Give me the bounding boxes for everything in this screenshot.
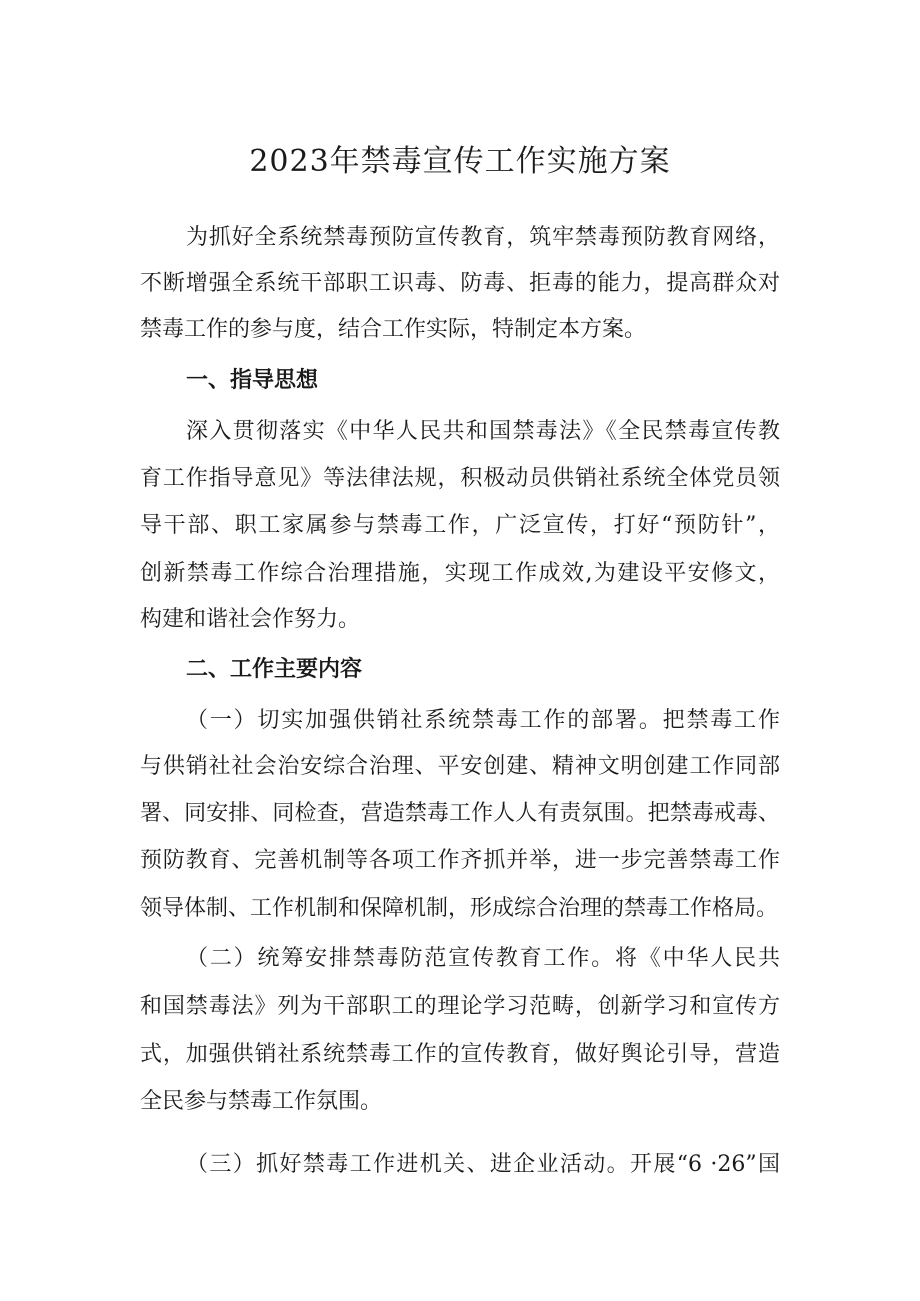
paragraph-line: （一）切实加强供销社系统禁毒工作的部署。把禁毒工作 <box>186 708 780 733</box>
document-title: 2023年禁毒宣传工作实施方案 <box>249 144 671 179</box>
paragraph-line: 署、同安排、同检查，营造禁毒工作人人有责氛围。把禁毒戒毒、 <box>140 801 780 826</box>
paragraph-line: 导干部、职工家属参与禁毒工作，广泛宣传，打好“预防针”， <box>140 513 780 538</box>
paragraph-line: 创新禁毒工作综合治理措施，实现工作成效,为建设平安修文， <box>140 561 780 586</box>
paragraph-line: 式，加强供销社系统禁毒工作的宣传教育，做好舆论引导，营造 <box>140 1042 780 1067</box>
section-heading-guiding-thought: 一、指导思想 <box>186 368 319 393</box>
paragraph-line: 与供销社社会治安综合治理、平安创建、精神文明创建工作同部 <box>140 754 780 779</box>
paragraph-line: 育工作指导意见》等法律法规，积极动员供销社系统全体党员领 <box>140 466 780 491</box>
paragraph-line: 禁毒工作的参与度，结合工作实际，特制定本方案。 <box>140 317 647 342</box>
paragraph-line: 领导体制、工作机制和保障机制，形成综合治理的禁毒工作格局。 <box>140 896 779 921</box>
paragraph-line: 不断增强全系统干部职工识毒、防毒、拒毒的能力，提高群众对 <box>140 271 780 296</box>
paragraph-line: 构建和谐社会作努力。 <box>140 607 361 632</box>
section-heading-main-content: 二、工作主要内容 <box>186 657 363 682</box>
paragraph-line: 和国禁毒法》列为干部职工的理论学习范畴，创新学习和宣传方 <box>140 994 780 1019</box>
paragraph-line: （三）抓好禁毒工作进机关、进企业活动。开展“6 ·26”国 <box>186 1152 780 1177</box>
paragraph-line: 预防教育、完善机制等各项工作齐抓并举，进一步完善禁毒工作 <box>140 848 780 873</box>
paragraph-line: 为抓好全系统禁毒预防宣传教育，筑牢禁毒预防教育网络， <box>186 225 780 250</box>
paragraph-line: 全民参与禁毒工作氛围。 <box>140 1089 383 1114</box>
paragraph-line: 深入贯彻落实《中华人民共和国禁毒法》《全民禁毒宣传教 <box>186 419 780 444</box>
paragraph-line: （二）统筹安排禁毒防范宣传教育工作。将《中华人民共 <box>186 946 780 971</box>
